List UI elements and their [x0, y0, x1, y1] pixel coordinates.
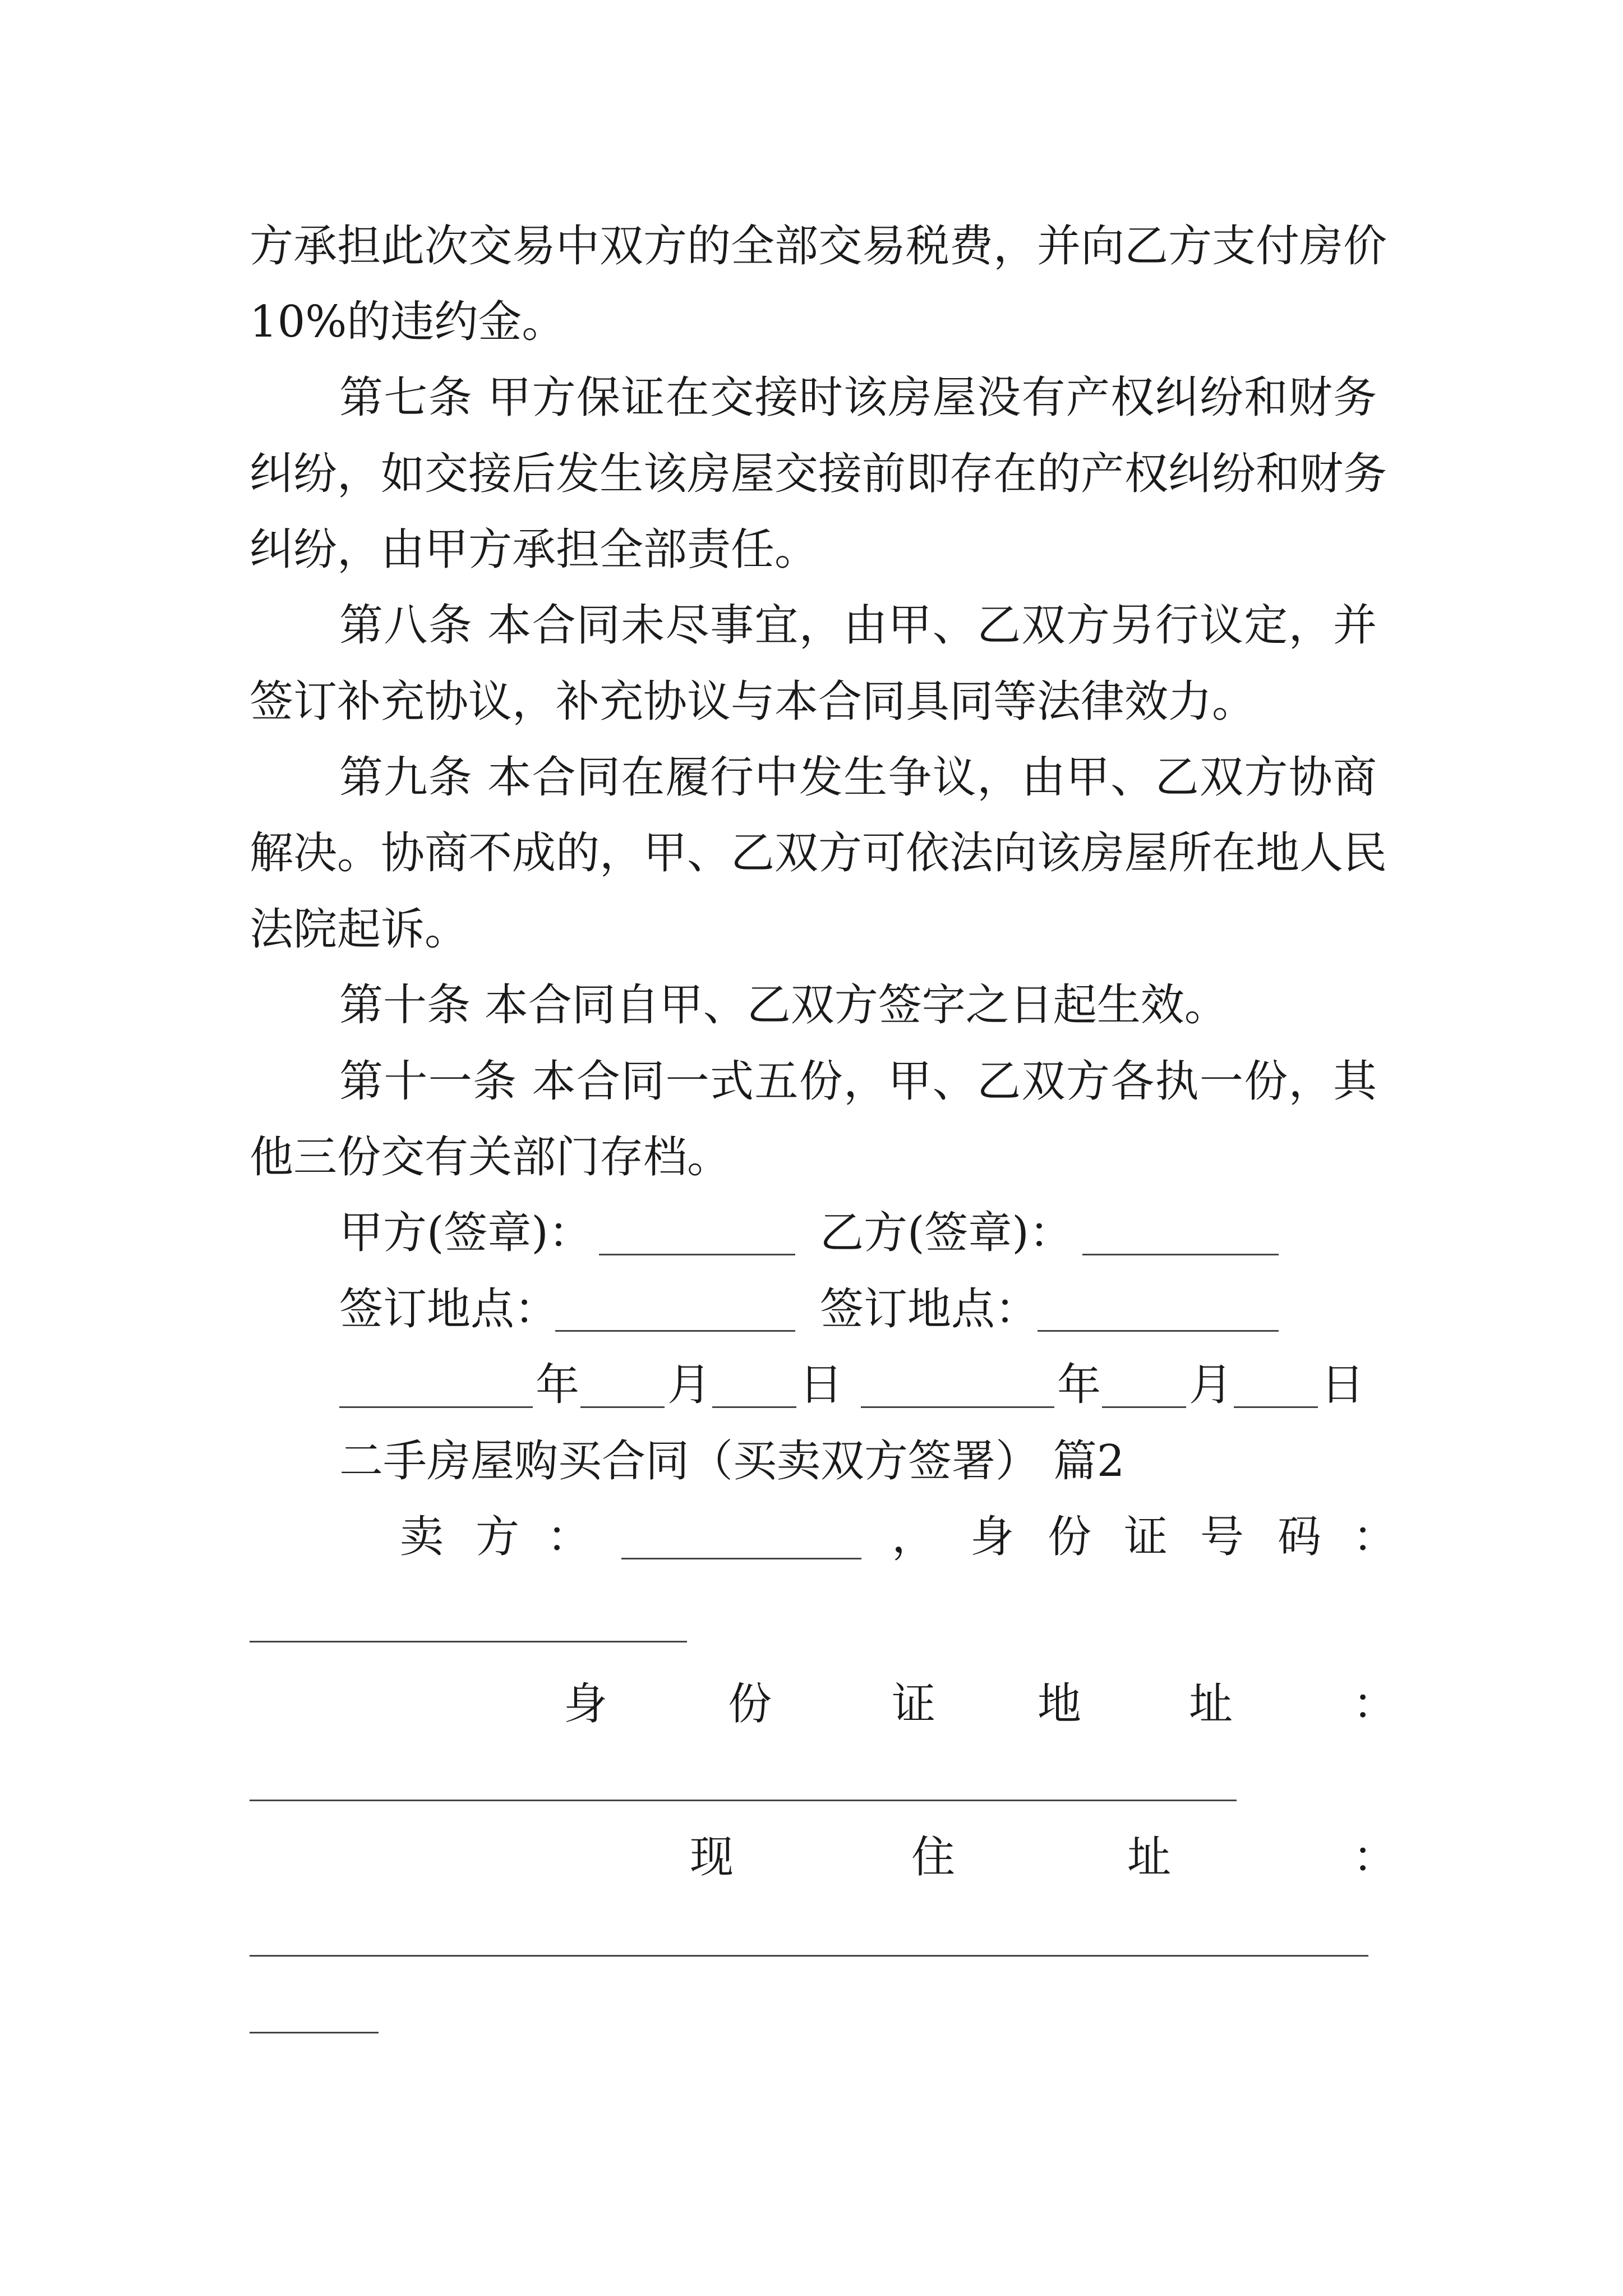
party-b-signature-blank[interactable] — [1082, 1254, 1279, 1255]
signing-place-a-label: 签订地点： — [339, 1284, 559, 1335]
id-number-blank[interactable] — [250, 1641, 687, 1642]
date-b-year-label: 年 — [1057, 1360, 1101, 1410]
current-address-label-char: 址 — [1127, 1832, 1172, 1883]
seller-comma: ， — [892, 1512, 936, 1562]
article-8-line: 签订补充协议，补充协议与本合同具同等法律效力。 — [250, 677, 1256, 727]
id-number-label-char: 身 — [970, 1512, 1015, 1562]
current-address-label-char: ： — [1353, 1832, 1397, 1883]
party-b-signature-label: 乙方(签章)： — [820, 1208, 1073, 1258]
article-8-line: 第八条 本合同未尽事宜，由甲、乙双方另行议定，并 — [339, 600, 1377, 651]
article-7-line: 第七条 甲方保证在交接时该房屋没有产权纠纷和财务 — [339, 372, 1377, 423]
seller-label-char: 卖 — [400, 1512, 444, 1562]
signing-place-b-blank[interactable] — [1038, 1330, 1279, 1332]
party-a-signature-blank[interactable] — [599, 1254, 795, 1255]
date-b-month-label: 月 — [1189, 1360, 1233, 1410]
id-number-label-char: 号 — [1200, 1512, 1244, 1562]
id-number-label-char: 份 — [1048, 1512, 1092, 1562]
article-7-line: 纠纷，如交接后发生该房屋交接前即存在的产权纠纷和财务 — [250, 449, 1387, 499]
article-10-line: 第十条 本合同自甲、乙双方签字之日起生效。 — [339, 980, 1228, 1030]
id-address-label-char: 地 — [1038, 1679, 1082, 1729]
signing-place-a-blank[interactable] — [555, 1330, 795, 1332]
article-9-line: 解决。协商不成的，甲、乙双方可依法向该房屋所在地人民 — [250, 828, 1387, 878]
id-address-label-char: 身 — [564, 1679, 608, 1729]
date-a-year-label: 年 — [536, 1360, 580, 1410]
id-number-label-char: 证 — [1124, 1512, 1168, 1562]
id-address-label-char: 址 — [1189, 1679, 1233, 1729]
paragraph-line: 方承担此次交易中双方的全部交易税费，并向乙方支付房价 — [250, 221, 1387, 272]
article-9-line: 第九条 本合同在履行中发生争议，由甲、乙双方协商 — [339, 752, 1377, 803]
article-7-line: 纠纷，由甲方承担全部责任。 — [250, 524, 819, 575]
id-number-label-char: ： — [1353, 1512, 1397, 1562]
id-address-label-char: ： — [1353, 1679, 1397, 1729]
seller-label-char: ： — [547, 1512, 591, 1562]
seller-name-blank[interactable] — [621, 1558, 861, 1559]
date-b-month-blank[interactable] — [1102, 1406, 1186, 1408]
party-a-signature-label: 甲方(签章)： — [339, 1208, 592, 1258]
article-11-line: 第十一条 本合同一式五份，甲、乙双方各执一份，其 — [339, 1056, 1377, 1107]
current-address-blank[interactable] — [250, 1955, 1368, 1957]
date-a-month-blank[interactable] — [580, 1406, 665, 1408]
date-a-day-label: 日 — [799, 1360, 843, 1410]
date-b-day-blank[interactable] — [1234, 1406, 1318, 1408]
date-b-year-blank[interactable] — [861, 1406, 1054, 1408]
id-address-label-char: 证 — [892, 1679, 936, 1729]
section-2-title: 二手房屋购买合同（买卖双方签署） 篇2 — [339, 1436, 1125, 1487]
current-address-label-char: 现 — [690, 1832, 734, 1883]
current-address-label-char: 住 — [911, 1832, 956, 1883]
date-a-month-label: 月 — [667, 1360, 712, 1410]
id-address-label-char: 份 — [728, 1679, 772, 1729]
article-11-line: 他三份交有关部门存档。 — [250, 1132, 731, 1182]
paragraph-line: 10%的违约金。 — [250, 297, 566, 347]
date-a-day-blank[interactable] — [712, 1406, 796, 1408]
current-address-blank-continued[interactable] — [250, 2032, 379, 2033]
id-number-label-char: 码 — [1278, 1512, 1322, 1562]
signing-place-b-label: 签订地点： — [820, 1284, 1039, 1335]
seller-label-char: 方 — [476, 1512, 520, 1562]
id-address-blank[interactable] — [250, 1800, 1237, 1801]
date-a-year-blank[interactable] — [339, 1406, 533, 1408]
date-b-day-label: 日 — [1321, 1360, 1365, 1410]
article-9-line: 法院起诉。 — [250, 904, 469, 955]
